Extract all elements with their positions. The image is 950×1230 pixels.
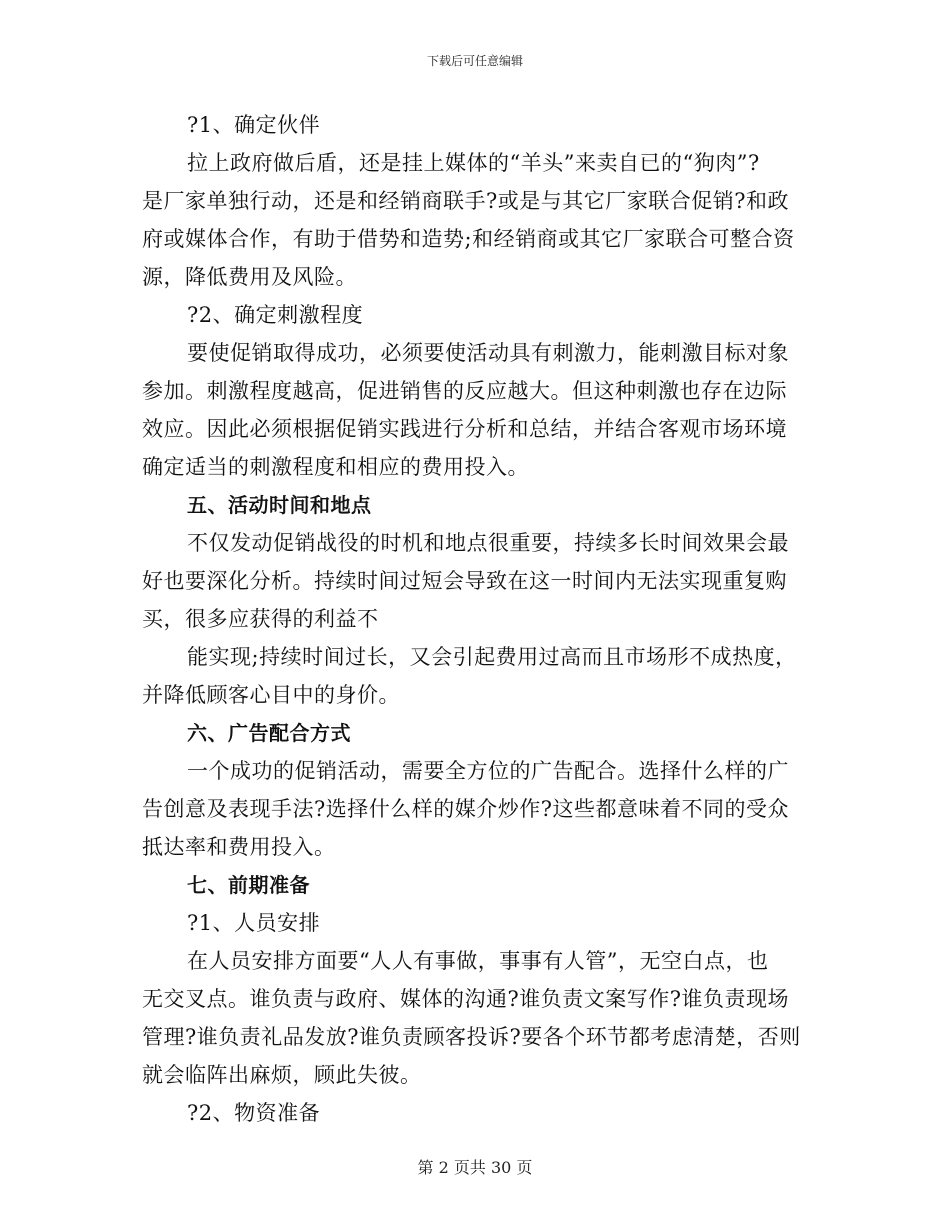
paragraph-line: 管理?谁负责礼品发放?谁负责顾客投诉?要各个环节都考虑清楚，否则 bbox=[142, 1025, 801, 1049]
paragraph-line: 买，很多应获得的利益不 bbox=[142, 607, 379, 631]
section-heading-5: 五、活动时间和地点 bbox=[187, 493, 372, 517]
paragraph-line: 能实现;持续时间过长，又会引起费用过高而且市场形不成热度， bbox=[187, 645, 797, 669]
paragraph-line: 并降低顾客心目中的身价。 bbox=[142, 683, 400, 707]
page-header: 下载后可任意编辑 bbox=[426, 54, 523, 68]
paragraph-line: 要使促销取得成功，必须要使活动具有刺激力，能刺激目标对象 bbox=[187, 341, 789, 365]
paragraph-line: 一个成功的促销活动，需要全方位的广告配合。选择什么样的广 bbox=[187, 759, 789, 783]
paragraph-line: 是厂家单独行动，还是和经销商联手?或是与其它厂家联合促销?和政 bbox=[142, 189, 790, 213]
subheading-materials: ?2、物资准备 bbox=[187, 1101, 321, 1125]
paragraph-line: 确定适当的刺激程度和相应的费用投入。 bbox=[142, 455, 529, 479]
subheading-partners: ?1、确定伙伴 bbox=[187, 113, 321, 137]
paragraph-line: 在人员安排方面要“人人有事做，事事有人管”，无空白点，也 bbox=[187, 949, 769, 973]
paragraph-line: 无交叉点。谁负责与政府、媒体的沟通?谁负责文案写作?谁负责现场 bbox=[142, 987, 790, 1011]
subheading-stimulus: ?2、确定刺激程度 bbox=[187, 303, 364, 327]
paragraph-line: 好也要深化分析。持续时间过短会导致在这一时间内无法实现重复购 bbox=[142, 569, 787, 593]
page-footer: 第 2 页共 30 页 bbox=[417, 1158, 533, 1177]
paragraph-line: 就会临阵出麻烦，顾此失彼。 bbox=[142, 1063, 422, 1087]
paragraph-line: 不仅发动促销战役的时机和地点很重要，持续多长时间效果会最 bbox=[187, 531, 789, 555]
section-heading-6: 六、广告配合方式 bbox=[187, 721, 351, 745]
paragraph-line: 府或媒体合作，有助于借势和造势;和经销商或其它厂家联合可整合资 bbox=[142, 227, 795, 251]
section-heading-7: 七、前期准备 bbox=[187, 873, 310, 897]
paragraph-line: 告创意及表现手法?选择什么样的媒介炒作?这些都意味着不同的受众 bbox=[142, 797, 790, 821]
paragraph-line: 拉上政府做后盾，还是挂上媒体的“羊头”来卖自已的“狗肉”? bbox=[187, 151, 760, 175]
paragraph-line: 抵达率和费用投入。 bbox=[142, 835, 336, 859]
paragraph-line: 源，降低费用及风险。 bbox=[142, 265, 357, 289]
subheading-staffing: ?1、人员安排 bbox=[187, 911, 321, 935]
paragraph-line: 效应。因此必须根据促销实践进行分析和总结，并结合客观市场环境 bbox=[142, 417, 787, 441]
paragraph-line: 参加。刺激程度越高，促进销售的反应越大。但这种刺激也存在边际 bbox=[142, 379, 787, 403]
